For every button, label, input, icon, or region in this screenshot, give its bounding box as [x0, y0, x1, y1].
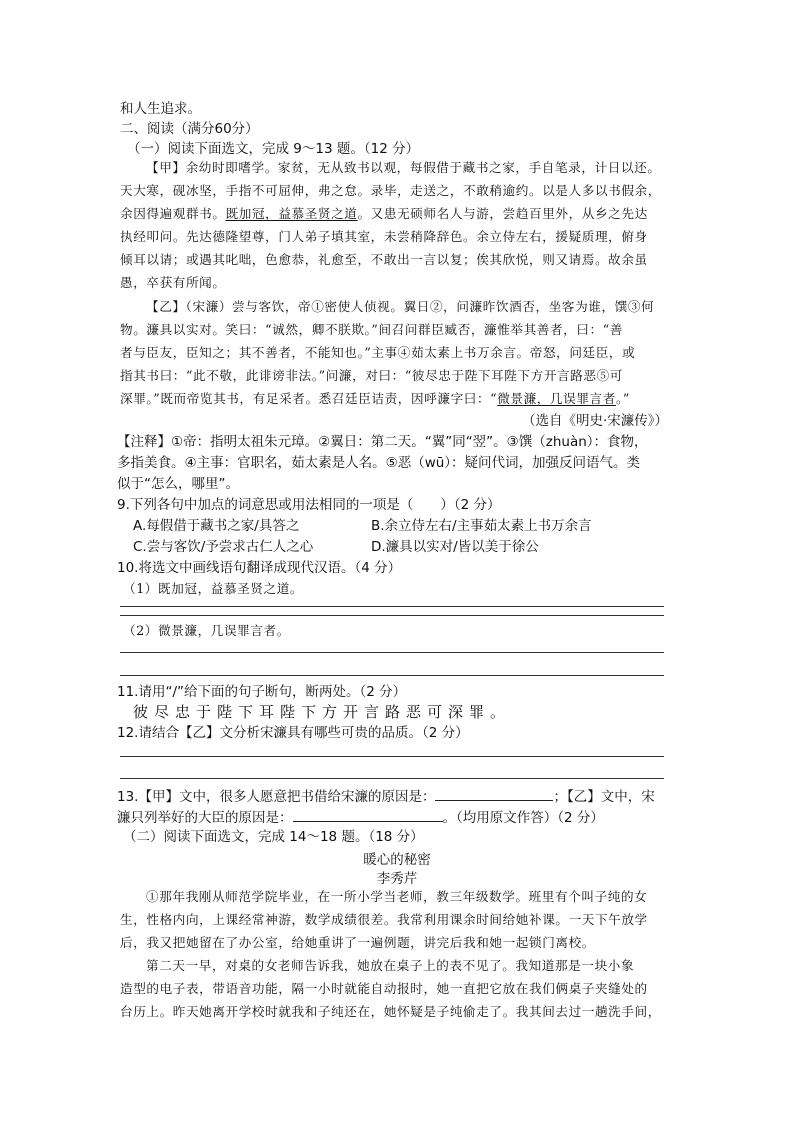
- q9-option-b[interactable]: B.余立侍左右/主事茹太素上书万余言: [371, 518, 592, 534]
- jia-line-3: 余因得遍观群书。既加冠，益慕圣贤之道。又患无硕师名人与游，尝趋百里外，从乡之先达: [120, 206, 648, 221]
- underlined-sentence-1: 既加冠，益慕圣贤之道: [225, 206, 358, 221]
- story-p2-line-2: 造型的电子表，带语音功能，隔一小时就能自动报时，她一直把它放在我们俩桌子夹缝处的: [120, 981, 648, 996]
- underlined-sentence-2: 微景濂，几误罪言者: [497, 391, 616, 406]
- yi-line-1: 【乙】（宋濂）尝与客饮，帝①密使人侦视。翼日②，问濂昨饮酒否，坐客为谁，馔③何: [146, 299, 655, 314]
- story-author: 李秀芹: [376, 871, 418, 887]
- q12-stem: 12.请结合【乙】文分析宋濂具有哪些可贵的品质。（2 分）: [117, 725, 469, 741]
- yi-line-5: 深罪。”既而帝览其书，有足采者。悉召廷臣诘责，因呼濂字曰：“微景濂，几误罪言者。”: [120, 391, 630, 406]
- q13-line-2: 濂只列举好的大臣的原因是： 。（均用原文作答）（2 分）: [117, 807, 604, 827]
- jia-line-2: 天大寒，砚冰坚，手指不可屈伸，弗之怠。录毕，走送之，不敢稍逾约。以是人多以书假余，: [120, 183, 661, 198]
- story-p1-line-1: ①那年我刚从师范学院毕业，在一所小学当老师，教三年级数学。班里有个叫子纯的女: [146, 889, 648, 904]
- notes-line-3: 似于“怎么，哪里”。: [117, 476, 239, 492]
- story-p1-line-3: 后，我又把她留在了办公室，给她重讲了一遍例题，讲完后我和她一起锁门离校。: [120, 935, 595, 950]
- jia-line-5: 倾耳以请；或遇其叱咄，色愈恭，礼愈至，不敢出一言以复；俟其欣悦，则又请焉。故余虽: [120, 252, 648, 267]
- answer-line[interactable]: [120, 756, 664, 757]
- intro-tail: 和人生追求。: [120, 101, 201, 117]
- q11-sentence: 彼尽忠于陛下耳陛下方开言路恶可深罪。: [133, 703, 512, 721]
- q11-stem: 11.请用“/”给下面的句子断句，断两处。（2 分）: [117, 684, 407, 700]
- notes-line-1: 【注释】①帝：指明太祖朱元璋。②翼日：第二天。“翼”同“翌”。③馔（zhuàn）：食物，: [117, 434, 648, 450]
- yi-line-4: 指其书曰：“此不敬，此诽谤非法。”问濂，对曰：“彼尽忠于陛下耳陛下方开言路恶⑤可: [120, 368, 623, 383]
- yi-line-2: 物。濂具以实对。笑曰：“诚然，卿不朕欺。”间召问群臣臧否，濂惟举其善者，曰：“善: [120, 322, 623, 337]
- q9-stem: 9.下列各句中加点的词意思或用法相同的一项是（ ）（2 分）: [117, 497, 501, 513]
- story-p1-line-2: 生，性格内向，上课经常神游，数学成绩很差。我常利用课余时间给她补课。一天下午放学: [120, 912, 648, 927]
- answer-line[interactable]: [120, 652, 664, 653]
- q9-option-d[interactable]: D.濂具以实对/皆以美于徐公: [371, 539, 539, 555]
- source-citation: （选自《明史·宋濂传》）: [522, 413, 669, 429]
- q13-blank-2[interactable]: [293, 807, 443, 822]
- part1-header: （一）阅读下面选文，完成 9～13 题。（12 分）: [127, 141, 420, 157]
- answer-line[interactable]: [120, 778, 664, 779]
- answer-line[interactable]: [120, 675, 664, 676]
- q13-line-1: 13.【甲】文中，很多人愿意把书借给宋濂的原因是： ；【乙】文中，宋: [117, 786, 655, 806]
- story-p2-line-3: 台历上。昨天她离开学校时就我和子纯还在，她怀疑是子纯偷走了。我其间去过一趟洗手间，: [120, 1004, 661, 1019]
- notes-line-2: 多指美食。④主事：官职名，茹太素是人名。⑤恶（wū）：疑问代词，加强反问语气。类: [117, 455, 641, 471]
- answer-line[interactable]: [120, 606, 664, 607]
- section-heading: 二、阅读（满分60分）: [120, 121, 259, 137]
- yi-line-3: 者与臣友，臣知之；其不善者，不能知也。”主事④茹太素上书万余言。帝怒，问廷臣，或: [120, 345, 636, 360]
- story-title: 暖心的秘密: [363, 852, 431, 868]
- q9-option-c[interactable]: C.尝与客饮/予尝求古仁人之心: [133, 539, 314, 555]
- q13-blank-1[interactable]: [435, 786, 553, 801]
- q9-option-a[interactable]: A.每假借于藏书之家/具答之: [133, 518, 300, 534]
- jia-line-6: 愚，卒获有所闻。: [120, 275, 226, 290]
- q10-sentence-2: （2）微景濂，几误罪言者。: [123, 623, 290, 638]
- q10-stem: 10.将选文中画线语句翻译成现代汉语。（4 分）: [117, 560, 402, 576]
- q10-sentence-1: （1）既加冠，益慕圣贤之道。: [123, 581, 304, 596]
- part2-header: （二）阅读下面选文，完成 14～18 题。（18 分）: [123, 829, 424, 845]
- jia-line-1: 【甲】余幼时即嗜学。家贫，无从致书以观，每假借于藏书之家，手自笔录，计日以还。: [146, 160, 661, 175]
- answer-line[interactable]: [120, 615, 664, 616]
- jia-line-4: 执经叩问。先达德隆望尊，门人弟子填其室，未尝稍降辞色。余立侍左右，援疑质理，俯身: [120, 229, 648, 244]
- story-p2-line-1: 第二天一早，对桌的女老师告诉我，她放在桌子上的表不见了。我知道那是一块小象: [146, 958, 635, 973]
